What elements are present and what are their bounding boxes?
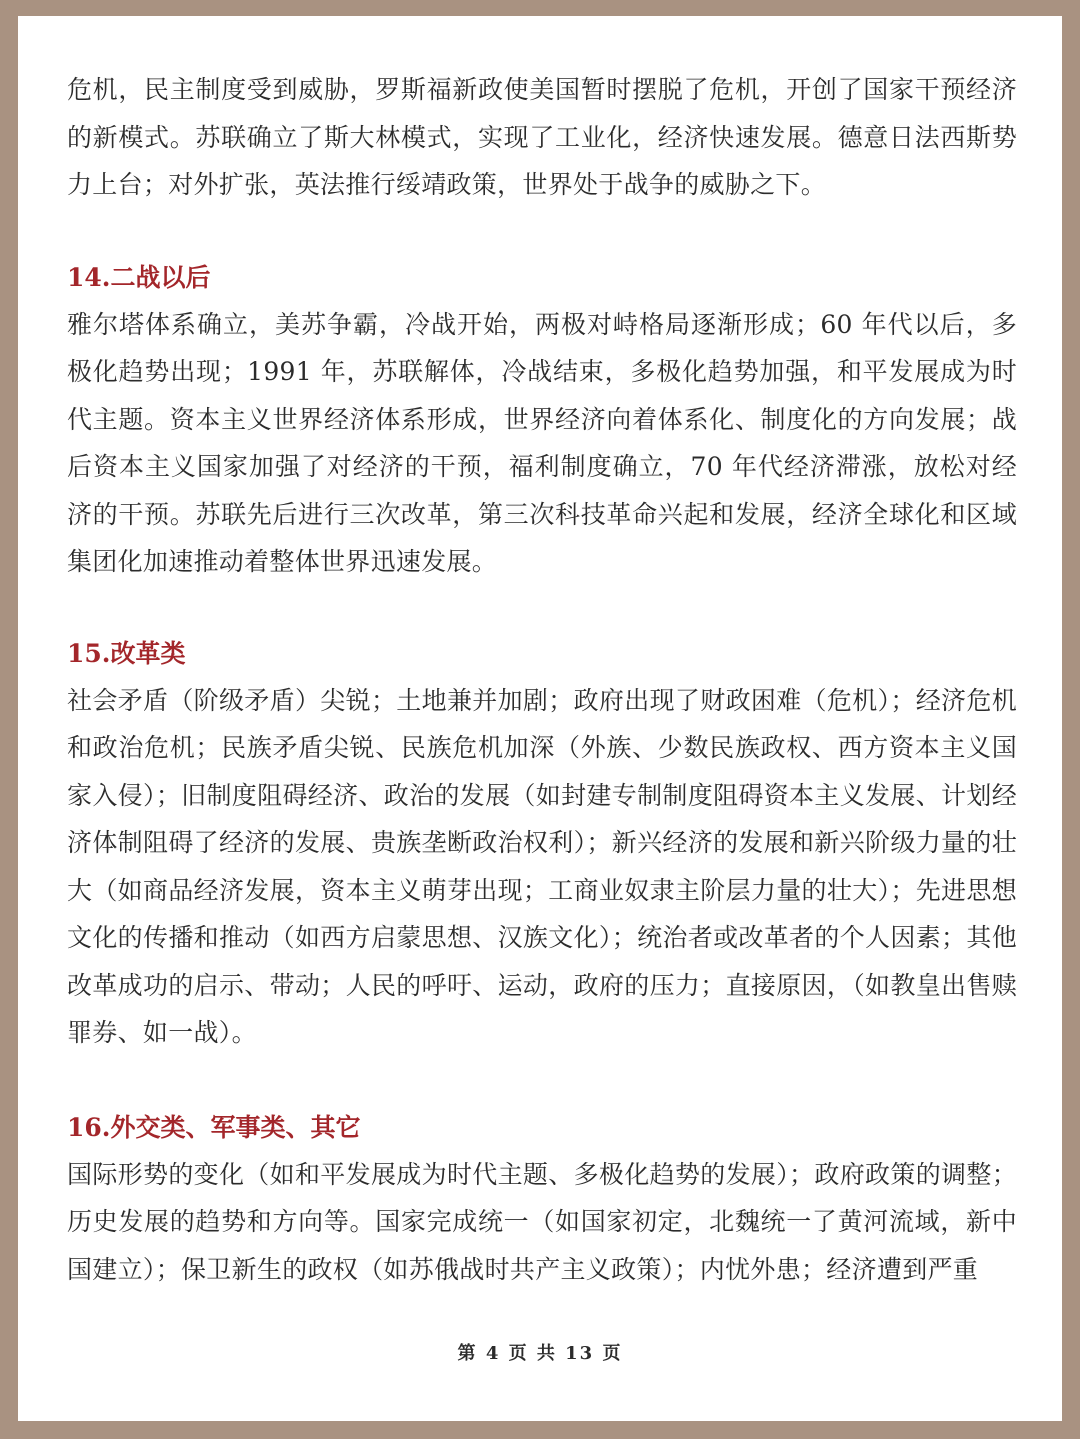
section-body-14: 雅尔塔体系确立，美苏争霸，冷战开始，两极对峙格局逐渐形成；60 年代以后，多极化趋势出现；1991 年，苏联解体，冷战结束，多极化趋势加强，和平发展成为时代主题。资本主义世界经济体系形成，世界经济向着体系化、制度化的方向发展；战后资本主义国家加强了对经济的干预，福利制度确立，70 年代经济滞涨，放松对经济的干预。苏联先后进行三次改革，第三次科技革命兴起和发展，经济全球化和区域集团化加速推动着整体世界迅速发展。 — [67, 309, 1017, 576]
section-heading-14: 14.二战以后 — [67, 262, 211, 292]
section-heading-16: 16.外交类、军事类、其它 — [67, 1112, 361, 1142]
page-content — [67, 66, 1017, 1293]
page-number-footer: 第 4 页 共 13 页 — [457, 1343, 623, 1364]
section-heading-15: 15.改革类 — [67, 638, 186, 668]
section-body-15: 社会矛盾（阶级矛盾）尖锐；土地兼并加剧；政府出现了财政困难（危机）；经济危机和政治危机；民族矛盾尖锐、民族危机加深（外族、少数民族政权、西方资本主义国家入侵）；旧制度阻碍经济、政治的发展（如封建专制制度阻碍资本主义发展、计划经济体制阻碍了经济的发展、贵族垄断政治权利）；新兴经济的发展和新兴阶级力量的壮大（如商品经济发展，资本主义萌芽出现；工商业奴隶主阶层力量的壮大）；先进思想文化的传播和推动（如西方启蒙思想、汉族文化）；统治者或改革者的个人因素；其他改革成功的启示、带动；人民的呼吁、运动，政府的压力；直接原因，（如教皇出售赎罪券、如一战）。 — [67, 685, 1017, 1047]
section-body-16: 国际形势的变化（如和平发展成为时代主题、多极化趋势的发展）；政府政策的调整；历史发展的趋势和方向等。国家完成统一（如国家初定，北魏统一了黄河流域，新中国建立）；保卫新生的政权（如苏俄战时共产主义政策）；内忧外患；经济遭到严重 — [67, 1159, 1017, 1284]
document-page — [18, 16, 1062, 1421]
intro-paragraph: 危机，民主制度受到威胁，罗斯福新政使美国暂时摆脱了危机，开创了国家干预经济的新模式。苏联确立了斯大林模式，实现了工业化，经济快速发展。德意日法西斯势力上台；对外扩张，英法推行绥靖政策，世界处于战争的威胁之下。 — [67, 75, 1017, 199]
